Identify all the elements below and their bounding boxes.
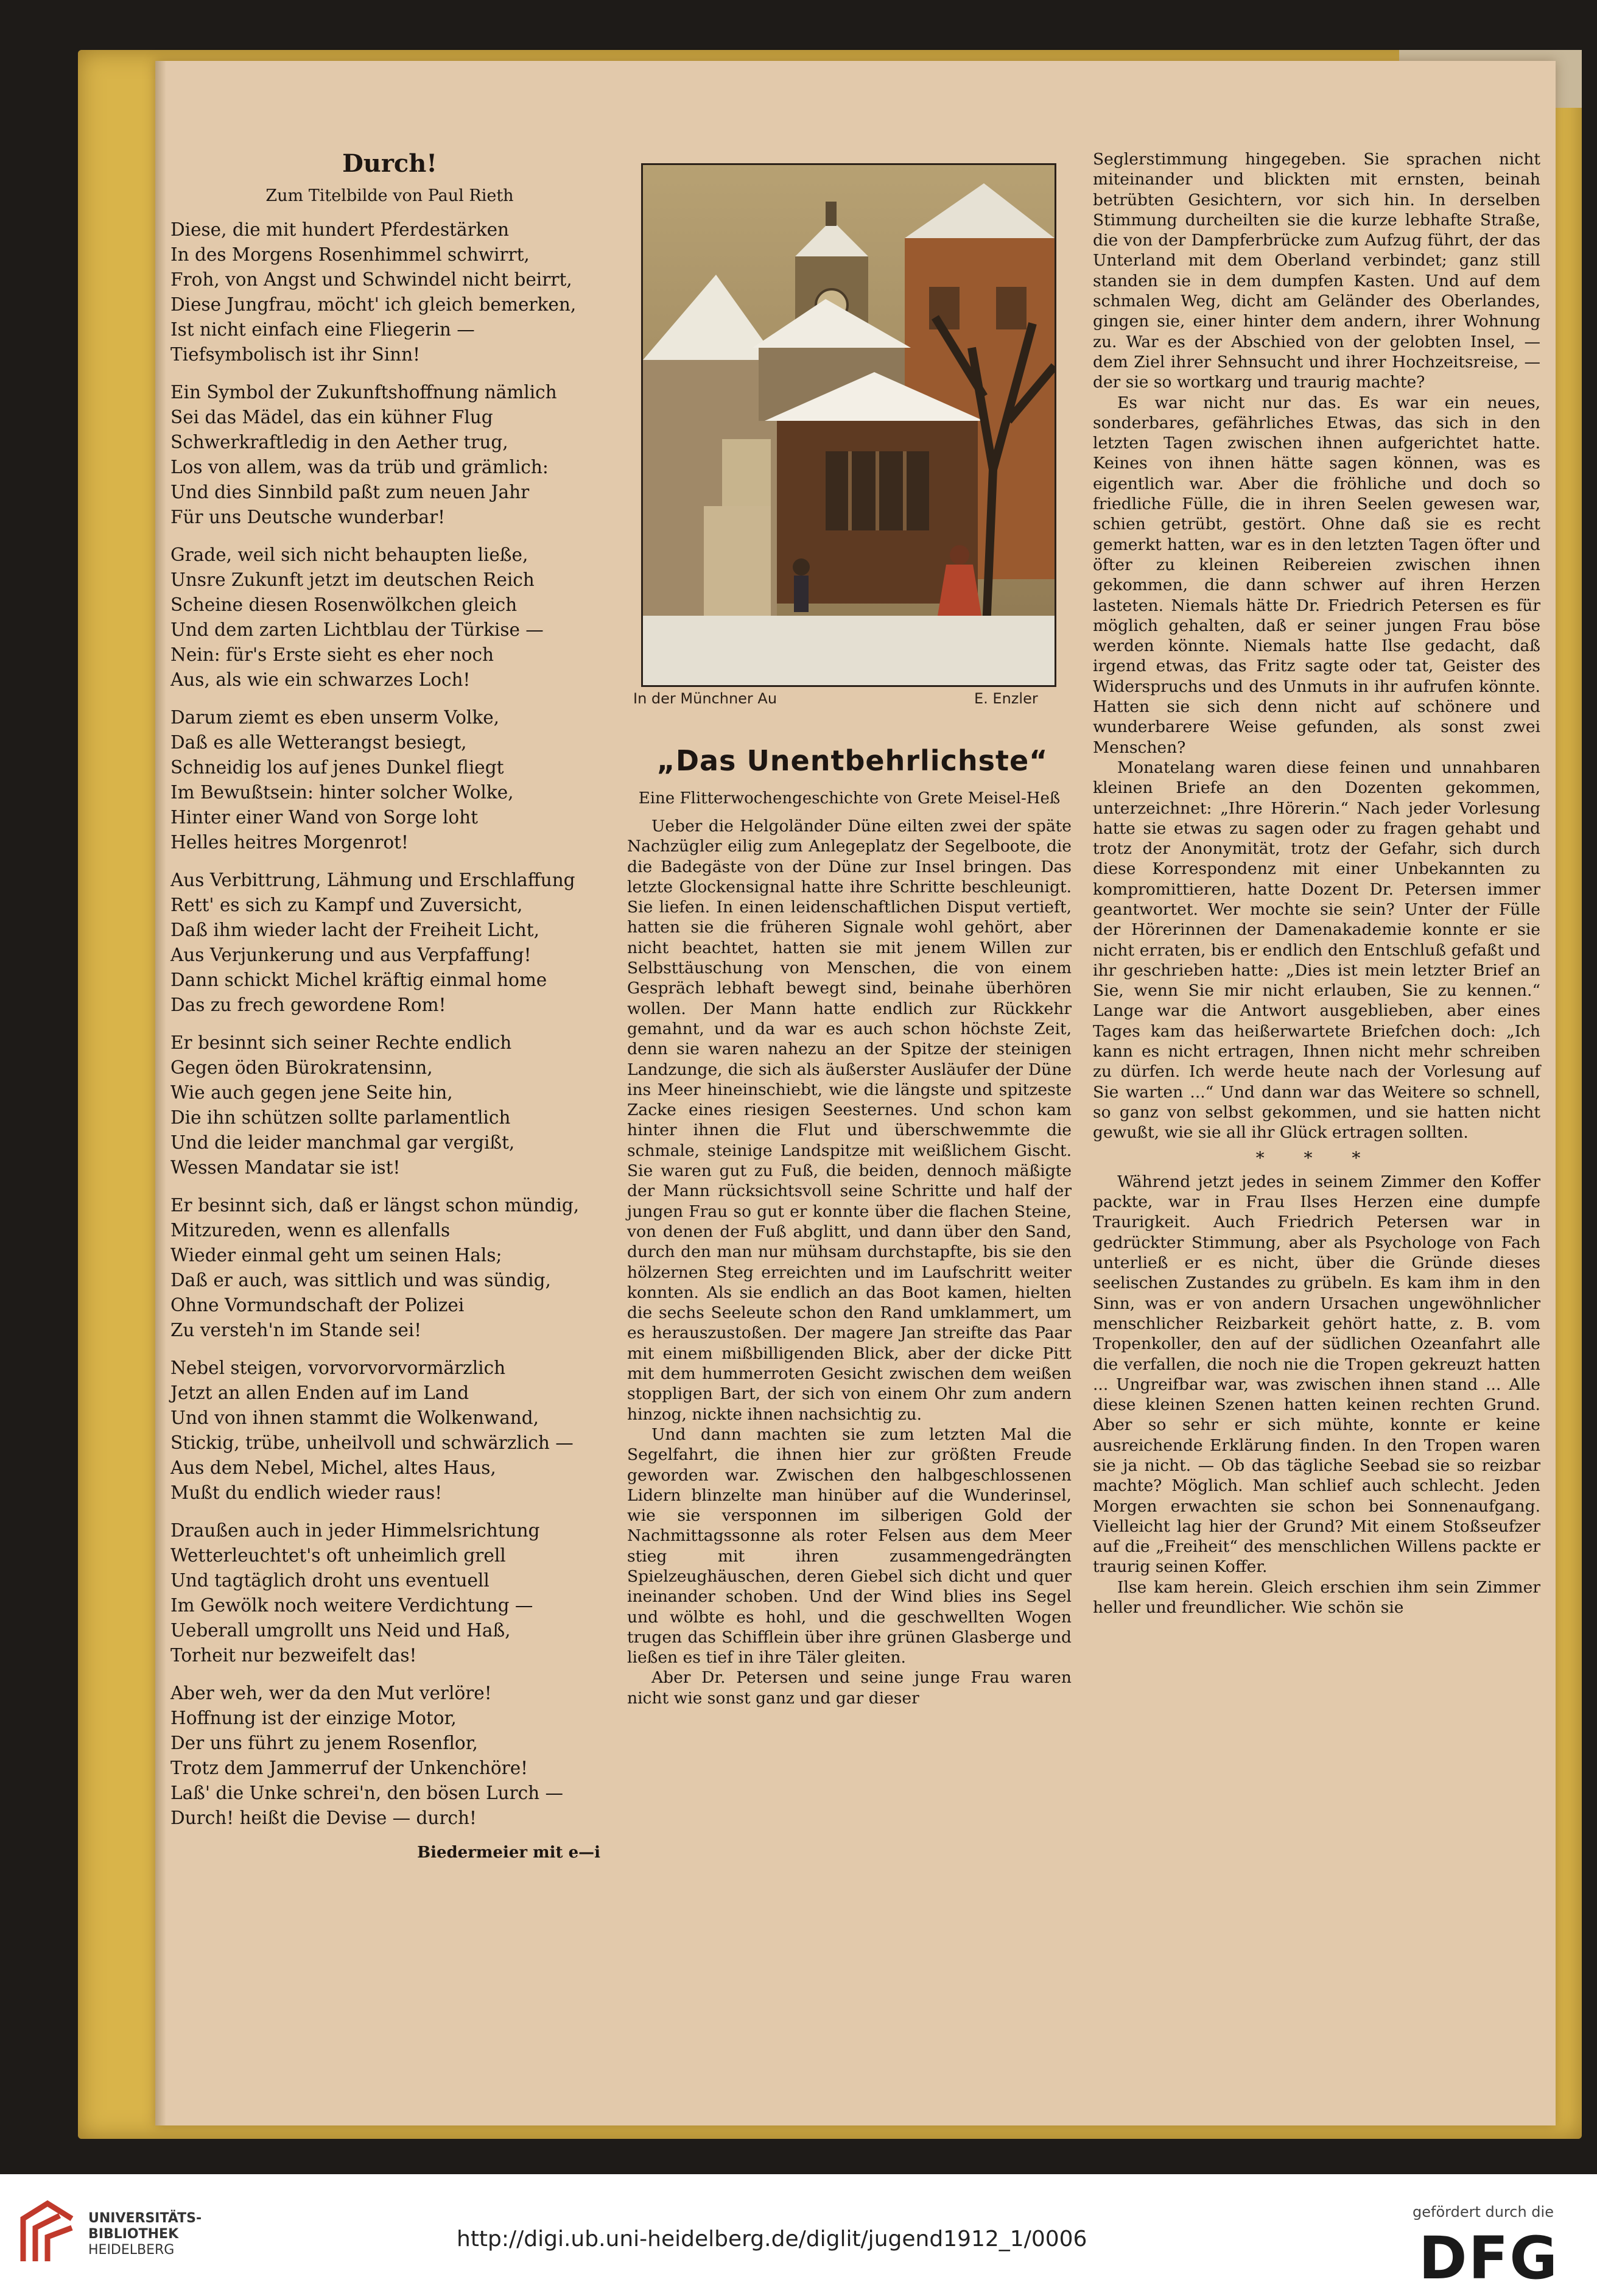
poem-stanza — [170, 1030, 609, 1180]
story-middle-column — [627, 816, 1072, 1708]
poem-line: Aber weh, wer da den Mut verlöre! — [170, 1683, 492, 1703]
poem-line: Helles heitres Morgenrot! — [170, 832, 409, 853]
illustration-winter-street — [641, 163, 1056, 687]
poem-line: Er besinnt sich seiner Rechte endlich — [170, 1032, 512, 1053]
poem-line: Der uns führt zu jenem Rosenflor, — [170, 1733, 478, 1753]
poem-line: Schwerkraftledig in den Aether trug, — [170, 432, 508, 453]
poem-line: Ohne Vormundschaft der Polizei — [170, 1295, 465, 1315]
illustration-image — [643, 165, 1055, 685]
poem-stanzas — [170, 217, 609, 1831]
story-paragraph: Es war nicht nur das. Es war ein neues, sonderbares, gefährliches Etwas, das sich in den letzten Tagen zwischen ihnen aufgerichtet hatte. Keines von ihnen hätte sagen können, was es eigentlich war. Aber die fröhliche und doch so friedliche Fülle, die in ihren Seelen gewesen war, schien getrübt, gestört. Ohne daß sie es recht gemerkt hatten, war es in den letzten Tagen öfter und öfter zu kleinen Reibereien zwischen ihnen gekommen, die dann schwer auf ihren Herzen lasteten. Niemals hätte Dr. Friedrich Petersen es für möglich gehalten, daß er seiner jungen Frau böse werden könnte. Niemals hatte Ilse gedacht, daß irgend etwas, das Fritz sagte oder tat, Geister des Widerspruchs und des Unmuts in ihr aufrufen könnte. Hatten sie sich denn nicht auf schönere und wunderbarere Weise gefunden, als sonst zwei Menschen? — [1093, 393, 1540, 757]
poem-line: Und tagtäglich droht uns eventuell — [170, 1570, 490, 1591]
poem-line: Diese, die mit hundert Pferdestärken — [170, 219, 510, 240]
poem-line: Und dem zarten Lichtblau der Türkise — — [170, 619, 544, 640]
poem-line: Wie auch gegen jene Seite hin, — [170, 1082, 453, 1103]
poem-line: Schneidig los auf jenes Dunkel fliegt — [170, 757, 504, 778]
poem-line: Im Gewölk noch weitere Verdichtung — — [170, 1595, 533, 1616]
poem-line: Im Bewußtsein: hinter solcher Wolke, — [170, 782, 514, 803]
story-paragraph: Aber Dr. Petersen und seine junge Frau waren nicht wie sonst ganz und gar dieser — [627, 1668, 1072, 1708]
section-separator: * * * — [1255, 1147, 1378, 1168]
poem-line: Wieder einmal geht um seinen Hals; — [170, 1245, 502, 1266]
poem-stanza — [170, 543, 609, 692]
library-name-line: BIBLIOTHEK — [88, 2227, 179, 2242]
poem-line: Das zu frech gewordene Rom! — [170, 995, 446, 1015]
poem-line: Durch! heißt die Devise — durch! — [170, 1808, 477, 1828]
poem-line: Und dies Sinnbild paßt zum neuen Jahr — [170, 482, 530, 502]
poem-line: Und von ihnen stammt die Wolkenwand, — [170, 1407, 539, 1428]
poem-line: Aus dem Nebel, Michel, altes Haus, — [170, 1457, 496, 1478]
poem-stanza — [170, 1193, 609, 1343]
poem-stanza — [170, 380, 609, 530]
poem-line: Torheit nur bezweifelt das! — [170, 1645, 417, 1666]
story-paragraph: Seglerstimmung hingegeben. Sie sprachen nicht miteinander und blickten mit ernsten, beinah betrübten Gesichtern, vor sich hin. In derselben Stimmung durcheilten sie die kurze lebhafte Straße, die von der Dampferbrücke zum Aufzug führt, der das Unterland mit dem Oberland verbindet; ganz still standen sie in dem dumpfen Kasten. Und auf dem schmalen Weg, dicht am Geländer des Oberlandes, gingen sie, einer hinter dem andern, ihrer Wohnung zu. War es der Abschied von der gelobten Insel, — dem Ziel ihrer Sehnsucht und ihrer Hochzeitsreise, — der sie so wortkarg und traurig machte? — [1093, 150, 1540, 392]
poem-line: Froh, von Angst und Schwindel nicht beirrt, — [170, 269, 572, 290]
poem-line: Wessen Mandatar sie ist! — [170, 1157, 401, 1178]
poem-line: Und die leider manchmal gar vergißt, — [170, 1132, 515, 1153]
poem-line: Los von allem, was da trüb und grämlich: — [170, 457, 549, 477]
poem-line: Daß es alle Wetterangst besiegt, — [170, 732, 467, 753]
poem-stanza — [170, 217, 609, 367]
poem-line: Er besinnt sich, daß er längst schon mündig, — [170, 1195, 580, 1216]
poem-line: Dann schickt Michel kräftig einmal home — [170, 970, 547, 990]
poem-line: Hoffnung ist der einzige Motor, — [170, 1708, 457, 1728]
poem-line: Daß ihm wieder lacht der Freiheit Licht, — [170, 920, 540, 940]
permalink-url[interactable]: http://digi.ub.uni-heidelberg.de/diglit/jugend1912_1/0006 — [457, 2227, 1087, 2252]
university-library-logo-icon — [17, 2197, 78, 2267]
poem-line: Laß' die Unke schrei'n, den bösen Lurch — — [170, 1783, 564, 1803]
poem-line: Ueberall umgrollt uns Neid und Haß, — [170, 1620, 511, 1641]
story-subtitle: Eine Flitterwochengeschichte von Grete Meisel-Heß — [638, 789, 1061, 808]
poem-subtitle: Zum Titelbilde von Paul Rieth — [265, 186, 514, 205]
poem-line: Aus, als wie ein schwarzes Loch! — [170, 669, 471, 690]
poem-line: Scheine diesen Rosenwölkchen gleich — [170, 594, 518, 615]
story-paragraph: Ilse kam herein. Gleich erschien ihm sein Zimmer heller und freundlicher. Wie schön sie — [1093, 1577, 1540, 1618]
poem-line: Ist nicht einfach eine Fliegerin — — [170, 319, 475, 340]
story-paragraph: Und dann machten sie zum letzten Mal die Segelfahrt, die ihnen hier zur größten Freude geworden war. Zwischen den halbgeschlossenen Lidern blinzelte man hinüber auf die Wunderinsel, wie sie versponnen im silberigen Gold der Nachmittagssonne als roter Felsen aus dem Meer stieg mit ihren zusammengedrängten Spielzeughäuschen, deren Giebel sich dicht und quer ineinander schoben. Und der Wind blies ins Segel und wölbte es hohl, und die geschwellten Wogen trugen das Schifflein über ihre grünen Glasberge und ließen es tief in ihre Täler gleiten. — [627, 1424, 1072, 1667]
story-paragraph: Ueber die Helgoländer Düne eilten zwei der späte Nachzügler eilig zum Anlegeplatz der Segelboote, die die Badegäste von der Düne zur Insel bringen. Das letzte Glockensignal hatte ihre Schritte beschleunigt. Sie liefen. In einen leidenschaftlichen Disput vertieft, hatten sie die früheren Signale wohl gehört, aber nicht beachtet, hatten sie mit jenem Willen zur Selbsttäuschung von Menschen, die von einem Gespräch lebhaft bewegt sind, beinahe überhören wollen. Der Mann hatte endlich zur Rückkehr gemahnt, und da war es auch schon höchste Zeit, denn sie waren nahezu an der Spitze der steinigen Landzunge, die sich als äußerster Ausläufer der Düne ins Meer hineinschiebt, wie die längste und spitzeste Zacke eines riesigen Seesternes. Und schon kam hinter ihnen die Flut und überschwemmte die schmale, steinige Landspitze mit weißlichem Gischt. Sie waren gut zu Fuß, die beiden, dennoch mäßigte der Mann rücksichtsvoll seine Schritte und half der jungen Frau so gut er konnte über die flachen Steine, von denen der Fuß abglitt, und dann über den Sand, durch den man nur mühsam durchstapfte, bis sie den hölzernen Steg erreichten und im Laufschritt weiter konnten. Als sie endlich an das Boot kamen, hielten die sechs Seeleute schon den Rand umklammert, um es herauszustoßen. Der magere Jan streifte das Paar mit einem mißbilligenden Blick, aber der dicke Pitt mit dem hummerroten Gesicht zwischen dem weißen stoppligen Bart, der sich von einem Ohr zum andern hinzog, nickte ihnen nachsichtig zu. — [627, 817, 1072, 1424]
poem-line: Nein: für's Erste sieht es eher noch — [170, 644, 494, 665]
poem-line: Mitzureden, wenn es allenfalls — [170, 1220, 451, 1241]
poem-line: Diese Jungfrau, möcht' ich gleich bemerken, — [170, 294, 577, 315]
poem-line: Gegen öden Bürokratensinn, — [170, 1057, 433, 1078]
poem-line: Mußt du endlich wieder raus! — [170, 1482, 443, 1503]
poem-line: Daß er auch, was sittlich und was sündig, — [170, 1270, 551, 1291]
poem-line: Jetzt an allen Enden auf im Land — [170, 1382, 469, 1403]
poem-line: In des Morgens Rosenhimmel schwirrt, — [170, 244, 530, 265]
poem-stanza — [170, 1681, 609, 1831]
poem-line: Rett' es sich zu Kampf und Zuversicht, — [170, 895, 523, 915]
story-title: „Das Unentbehrlichste“ — [656, 744, 1048, 777]
dfg-logo: DFG — [1419, 2224, 1559, 2292]
poem-line: Unsre Zukunft jetzt im deutschen Reich — [170, 569, 535, 590]
poem-line: Hinter einer Wand von Sorge loht — [170, 807, 479, 828]
funding-note: gefördert durch die — [1413, 2203, 1554, 2220]
poem-column — [170, 149, 609, 1862]
poem-line: Stickig, trübe, unheilvoll und schwärzlich — — [170, 1432, 574, 1453]
poem-line: Tiefsymbolisch ist ihr Sinn! — [170, 344, 421, 365]
story-right-column — [1093, 149, 1540, 1618]
poem-line: Grade, weil sich nicht behaupten ließe, — [170, 544, 528, 565]
poem-line: Zu versteh'n im Stande sei! — [170, 1320, 422, 1340]
illustration-caption: In der Münchner Au — [633, 690, 777, 707]
story-paragraph: Während jetzt jedes in seinem Zimmer den Koffer packte, war in Frau Ilses Herzen eine dumpfe Traurigkeit. Auch Friedrich Petersen war in gedrückter Stimmung, aber als Psychologe von Fach unterließ er es nicht, über die Gründe dieses seelischen Zustandes zu grübeln. Es kam ihm in den Sinn, was er von andern Ursachen ungewöhnlicher menschlicher Reizbarkeit gehört hatte, z. B. vom Tropenkoller, den auf der südlichen Ozeanfahrt alle die verfallen, die noch nie die Tropen gekreuzt hatten ... Ungreifbar war, was zwischen ihnen stand ... Alle diese kleinen Szenen hatten keinen rechten Grund. Aber so sehr er sich mühte, konnte er keine ausreichende Erklärung finden. In den Tropen waren sie ja nicht. — Ob das tägliche Seebad sie so reizbar machte? Möglich. Man schlief auch schlecht. Jeden Morgen erwachten sie schon bei Sonnenaufgang. Vielleicht lag hier der Grund? Mit einem Stoßseufzer auf die „Freiheit“ des menschlichen Willens packte er traurig seinen Koffer. — [1093, 1172, 1540, 1577]
viewer-footer — [0, 2174, 1597, 2296]
poem-line: Aus Verbittrung, Lähmung und Erschlaffung — [170, 870, 575, 890]
library-name — [88, 2211, 202, 2258]
poem-line: Wetterleuchtet's oft unheimlich grell — [170, 1545, 506, 1566]
story-paragraph: Monatelang waren diese feinen und unnahbaren kleinen Briefe an den Dozenten gekommen, unterzeichnet: „Ihre Hörerin.“ Nach jeder Vorlesung hatte sie etwas zu sagen oder zu fragen gehabt und trotz der Anonymität, trotz der Gefahr, sich durch diese Korrespondenz mit einer Unbekannten zu kompromittieren, hatte Dozent Dr. Petersen immer geantwortet. Wer mochte sie sein? Unter der Fülle der Hörerinnen der Damenakademie konnte er sie nicht erraten, bis er endlich den Entschluß gefaßt und ihr geschrieben hatte: „Dies ist mein letzter Brief an Sie, wenn Sie mir nicht erlauben, Sie zu kennen.“ Lange war die Antwort ausgeblieben, aber eines Tages kam das heißerwartete Briefchen doch: „Ich kann es nicht ertragen, Ihnen nicht mehr schreiben zu dürfen. Ich werde heute nach der Vorlesung auf Sie warten ...“ Und dann war das Weitere so schnell, so ganz von selbst gekommen, und sie hatten nicht gewußt, wie sie all ihr Glück ertragen sollten. — [1093, 758, 1540, 1143]
poem-line: Aus Verjunkerung und aus Verpfaffung! — [170, 945, 532, 965]
poem-signature: Biedermeier mit e—i — [417, 1843, 600, 1862]
illustration-artist: E. Enzler — [974, 690, 1038, 707]
poem-line: Für uns Deutsche wunderbar! — [170, 507, 446, 527]
poem-line: Darum ziemt es eben unserm Volke, — [170, 707, 500, 728]
poem-stanza — [170, 868, 609, 1018]
poem-stanza — [170, 1518, 609, 1668]
poem-line: Trotz dem Jammerruf der Unkenchöre! — [170, 1758, 528, 1778]
poem-line: Ein Symbol der Zukunftshoffnung nämlich — [170, 382, 557, 403]
library-name-line: UNIVERSITÄTS- — [88, 2211, 202, 2226]
poem-line: Die ihn schützen sollte parlamentlich — [170, 1107, 511, 1128]
library-name-line: HEIDELBERG — [88, 2242, 175, 2258]
poem-stanza — [170, 705, 609, 855]
poem-line: Sei das Mädel, das ein kühner Flug — [170, 407, 493, 428]
poem-line: Draußen auch in jeder Himmelsrichtung — [170, 1520, 540, 1541]
poem-line: Nebel steigen, vorvorvorvormärzlich — [170, 1358, 506, 1378]
poem-stanza — [170, 1356, 609, 1505]
poem-title: Durch! — [342, 149, 437, 178]
